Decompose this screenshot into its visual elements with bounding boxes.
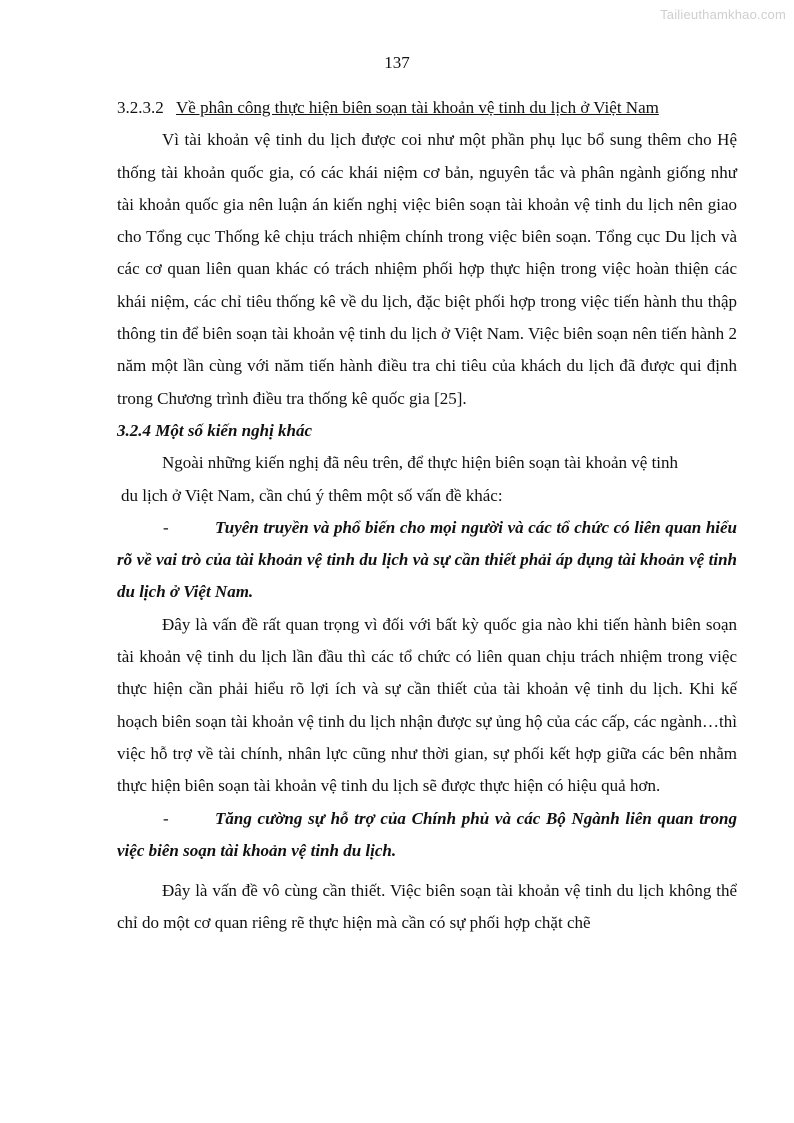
section-number: 3.2.3.2 <box>117 98 164 117</box>
intro-line-2: du lịch ở Việt Nam, cần chú ý thêm một số vấn đề khác: <box>121 485 503 505</box>
section-heading-3-2-4: 3.2.4 Một số kiến nghị khác <box>117 420 313 440</box>
spacer <box>117 867 737 875</box>
paragraph-necessity: Đây là vấn đề vô cùng cần thiết. Việc biên soạn tài khoản vệ tinh du lịch không thể chỉ do một cơ quan riêng rẽ thực hiện mà cần có sự phối hợp chặt chẽ <box>117 881 737 933</box>
bullet-item-propaganda <box>117 512 737 609</box>
section-title: Về phân công thực hiện biên soạn tài khoản vệ tinh du lịch ở Việt Nam <box>176 98 659 117</box>
bullet-dash: - <box>163 808 169 828</box>
page-number: 137 <box>384 53 410 72</box>
paragraph-importance: Đây là vấn đề rất quan trọng vì đối với bất kỳ quốc gia nào khi tiến hành biên soạn tài khoản vệ tinh du lịch lần đầu thì các tổ chức có liên quan chịu trách nhiệm trong việc thực hiện cần phải hiểu rõ lợi ích và sự cần thiết của tài khoản vệ tinh du lịch. Khi kế hoạch biên soạn tài khoản vệ tinh du lịch nhận được sự ủng hộ của các cấp, các ngành…thì việc hỗ trợ về tài chính, nhân lực cũng như thời gian, sự phối kết hợp giữa các bên nhằm thực hiện biên soạn tài khoản vệ tinh du lịch sẽ được thực hiện có hiệu quả hơn. <box>117 614 737 796</box>
paragraph-assignment: Vì tài khoản vệ tinh du lịch được coi như một phần phụ lục bổ sung thêm cho Hệ thống tài khoản quốc gia, có các khái niệm cơ bản, nguyên tắc và phân ngành giống như tài khoản quốc gia nên luận án kiến nghị việc biên soạn tài khoản vệ tinh du lịch nên giao cho Tổng cục Thống kê chịu trách nhiệm chính trong việc biên soạn. Tổng cục Du lịch và các cơ quan liên quan khác có trách nhiệm phối hợp thực hiện trong việc hoàn thiện các khái niệm, các chỉ tiêu thống kê về du lịch, đặc biệt phối hợp trong việc tiến hành thu thập thông tin để biên soạn tài khoản vệ tinh du lịch ở Việt Nam. Việc biên soạn nên tiến hành 2 năm một lần cùng với năm tiến hành điều tra chi tiêu của khách du lịch đã được qui định trong Chương trình điều tra thống kê quốc gia [25]. <box>117 130 737 408</box>
intro-line-1: Ngoài những kiến nghị đã nêu trên, để thực hiện biên soạn tài khoản vệ tinh <box>162 453 679 473</box>
bullet-dash: - <box>163 517 169 537</box>
bullet-item-government-support <box>117 803 737 868</box>
bullet-title: Tuyên truyền và phổ biến cho mọi người và các tổ chức có liên quan hiểu rõ về vai trò của tài khoản vệ tinh du lịch và sự cần thiết phải áp dụng tài khoản vệ tinh du lịch ở Việt Nam. <box>117 517 737 602</box>
document-body <box>117 92 737 940</box>
watermark-text: Tailieuthamkhao.com <box>660 7 786 22</box>
section-heading-3-2-3-2 <box>117 92 737 124</box>
bullet-title: Tăng cường sự hỗ trợ của Chính phủ và các Bộ Ngành liên quan trong việc biên soạn tài khoản vệ tinh du lịch. <box>117 808 737 860</box>
